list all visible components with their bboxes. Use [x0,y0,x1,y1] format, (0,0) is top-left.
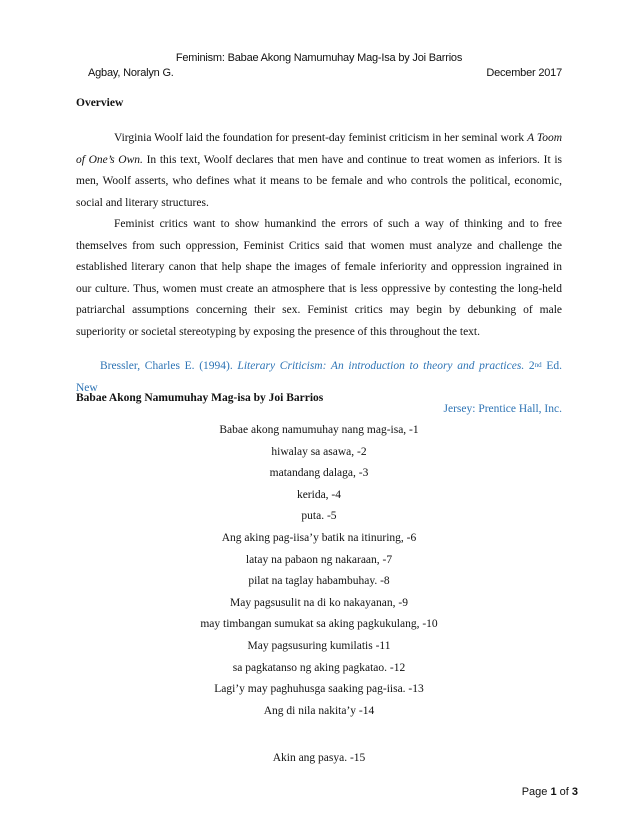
poem-line: Lagi’y may paghuhusga saaking pag-iisa. -13 [214,683,424,696]
overview-heading: Overview [76,97,124,109]
p1-text-b: In this text, Woolf declares that men have and continue to treat women as inferiors. It is men, Woolf asserts, who defines what it means to be female and who controls the political, economic, social and literary structures. [76,153,562,209]
poem-body [0,420,638,770]
overview-paragraph-2: Feminist critics want to show humankind the errors of such a way of thinking and to free themselves from such oppression, Feminist Critics said that women must analyze and challenge the established literary canon that help shape the images of female inferiority and oppression ingrained in our culture. Thus, women must create an atmosphere that is less oppressive by contesting the long-held patriarchal assumptions concerning their sex. Feminist critics may begin by debunking of male superiority or societal stereotyping by exposing the presence of this throughout the text. [76,218,562,338]
poem-line: may timbangan sumukat sa aking pagkukulang, -10 [200,618,438,631]
poem-line: Ang aking pag-iisa’y batik na itinuring, -6 [221,531,417,544]
book-title: A Toom of One’s Own. [76,132,563,166]
poem-line: pilat na taglay habambuhay. -8 [248,575,390,588]
stanza-gap [0,722,638,748]
citation-edition-num: 2 [524,360,535,372]
citation-edition-sup: nd [534,361,542,369]
poem-line: hiwalay sa asawa, -2 [271,445,367,458]
header-title: Feminism: Babae Akong Namumuhay Mag-Isa by Joi Barrios [175,52,463,64]
poem-line: May pagsusuring kumilatis -11 [247,639,391,652]
poem-line: matandang dalaga, -3 [269,467,369,480]
poem-line: Babae akong namumuhay nang mag-isa, -1 [219,424,419,436]
poem-line: puta. -5 [301,510,337,523]
poem-line: May pagsusulit na di ko nakayanan, -9 [230,596,408,609]
of-word: of [556,786,572,798]
header-date: December 2017 [486,67,562,79]
overview-paragraph-1 [76,128,562,214]
poem-line: sa pagkatanso ng aking pagkatao. -12 [232,661,406,674]
current-page: 1 [550,786,557,798]
citation-author-year: Bressler, Charles E. (1994). [100,360,238,372]
citation-title: Literary Criticism: An introduction to theory and practices. [237,360,525,372]
citation [76,356,562,421]
poem-heading: Babae Akong Namumuhay Mag-isa by Joi Barrios [76,392,324,404]
poem-last-line: Akin ang pasya. -15 [272,752,366,765]
p1-text-a: Virginia Woolf laid the foundation for present-day feminist criticism in her seminal work [114,132,528,144]
citation-publisher: Jersey: Prentice Hall, Inc. [443,403,562,415]
poem-line: kerida, -4 [296,488,342,501]
page-word: Page [521,786,551,798]
poem-line: latay na pabaon ng nakaraan, -7 [245,553,393,566]
page-number [522,786,578,798]
poem-line: Ang di nila nakita’y -14 [263,704,375,717]
header-author: Agbay, Noralyn G. [88,67,174,79]
citation-edition-rest: Ed. New [76,360,562,394]
total-pages: 3 [571,786,578,798]
